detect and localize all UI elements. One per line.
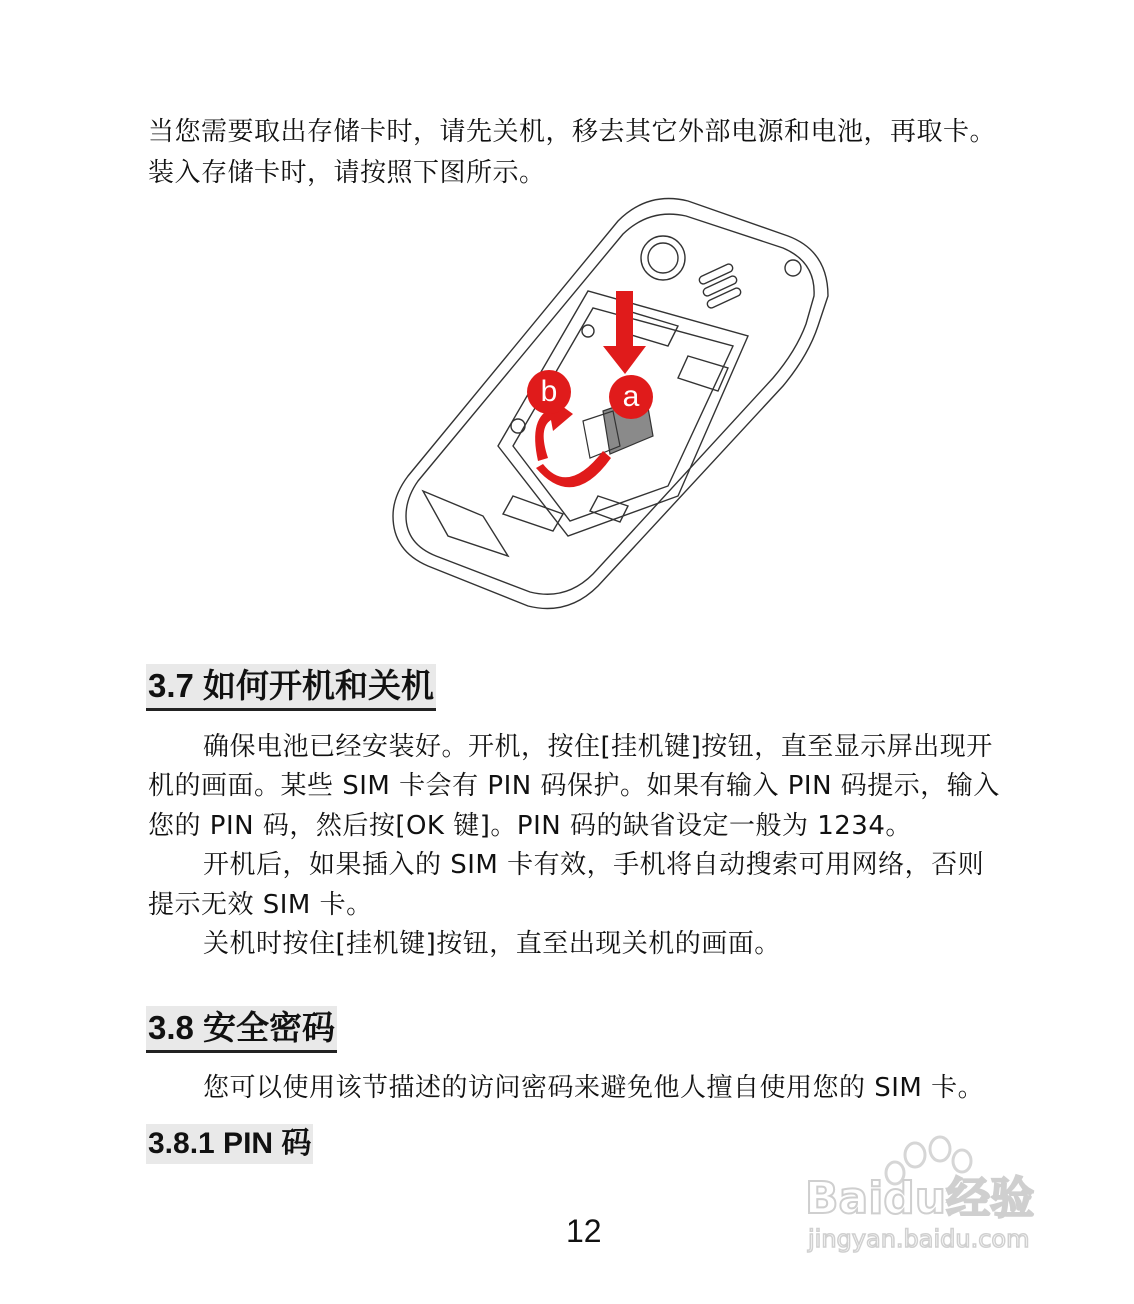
phone-back-illustration [388, 196, 838, 626]
s38-p1-line1: 您可以使用该节描述的访问密码来避免他人擅自使用您的 SIM 卡。 [203, 1073, 985, 1103]
baidu-paw-logo [800, 1135, 1070, 1265]
s37-p1-line1: 确保电池已经安装好。开机，按住[挂机键]按钮，直至显示屏出现开 [203, 732, 993, 762]
watermark-brand: Baidu经验 [805, 1173, 1035, 1224]
s37-p2-line1: 开机后，如果插入的 SIM 卡有效，手机将自动搜索可用网络，否则 [203, 850, 985, 880]
label-a: a [622, 380, 640, 413]
section-3-8-title: 3.8 安全密码 [146, 1006, 337, 1053]
section-3-7-title: 3.7 如何开机和关机 [146, 664, 436, 711]
watermark-url: jingyan.baidu.com [808, 1225, 1030, 1253]
label-b: b [540, 375, 558, 408]
s37-p1-line2: 机的画面。某些 SIM 卡会有 PIN 码保护。如果有输入 PIN 码提示，输入 [148, 771, 1000, 801]
intro-line-2: 装入存储卡时，请按照下图所示。 [148, 158, 546, 188]
memory-card-insertion-diagram [388, 196, 838, 630]
page-number: 12 [566, 1213, 602, 1249]
s37-p1-line3: 您的 PIN 码，然后按[OK 键]。PIN 码的缺省设定一般为 1234。 [148, 811, 912, 841]
baidu-watermark [800, 1135, 1070, 1265]
s37-p2-line2: 提示无效 SIM 卡。 [148, 890, 373, 920]
section-3-8-1-title: 3.8.1 PIN 码 [146, 1124, 313, 1164]
s37-p3-line1: 关机时按住[挂机键]按钮，直至出现关机的画面。 [203, 929, 781, 959]
intro-line-1: 当您需要取出存储卡时，请先关机，移去其它外部电源和电池，再取卡。 [148, 117, 997, 147]
